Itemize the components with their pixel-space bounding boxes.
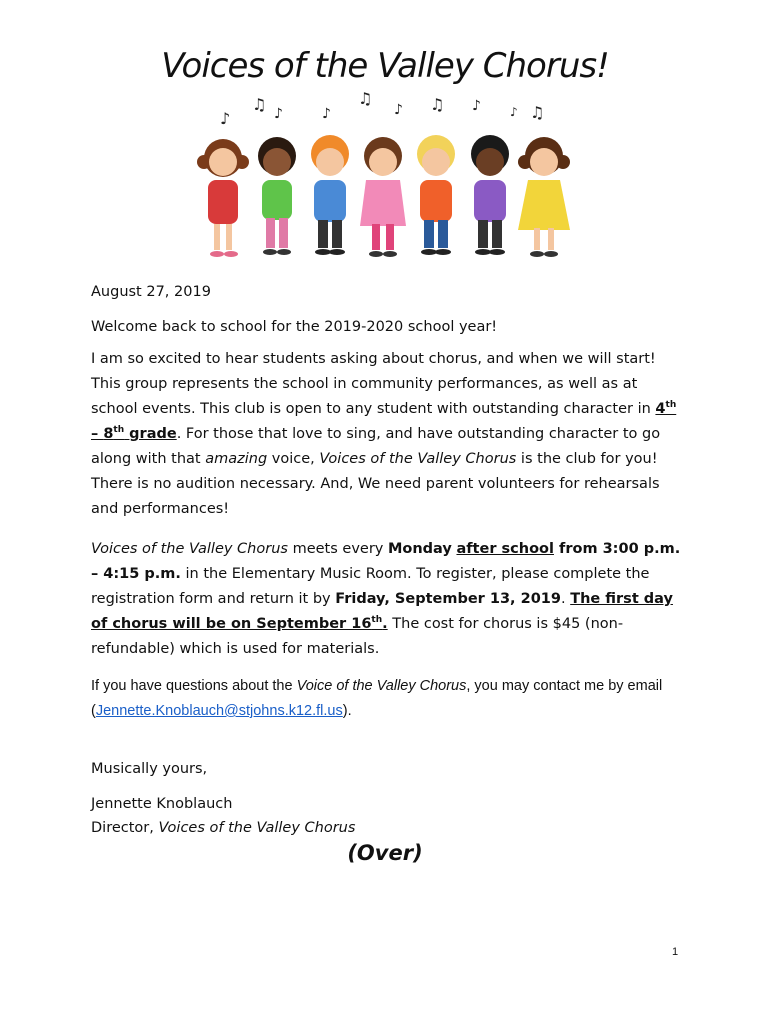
cost-text: The cost for chorus is $45 (non-refundable) which is used for materials. [91,616,624,657]
meeting-day: Monday [387,541,452,557]
director-title: Director, Voices of the Valley Chorus [91,820,356,836]
svg-text:♪: ♪ [274,106,283,122]
closing-line: Musically yours, [91,761,208,777]
music-notes-icon [220,89,544,128]
svg-text:♫: ♫ [252,95,267,114]
svg-text:♪: ♪ [322,106,331,122]
intro-text: is the club for you! There is no audition necessary. And, We need parent volunteers for rehearsals and performances! [91,451,660,517]
meeting-paragraph: Voices of the Valley Chorus meets every Monday after school from 3:00 p.m. – 4:15 p.m. in the Elementary Music Room. To register, please complete the registration form and return it by Friday, September 13, 2019. The first day of chorus will be on September 16th. The cost for chorus is $45 (non-refundable) which is used for materials. [91,541,681,657]
child-4 [360,137,406,257]
emphasis-text: amazing [205,451,268,467]
svg-text:♫: ♫ [358,89,373,108]
svg-text:♪: ♪ [510,105,518,119]
svg-text:♪: ♪ [472,98,481,114]
first-day-notice: The first day of chorus will be on September 16th. [91,591,673,632]
email-link[interactable]: Jennette.Knoblauch@stjohns.k12.fl.us [95,703,343,719]
child-5 [417,135,455,255]
over-notice: (Over) [347,841,423,865]
child-2 [258,137,296,255]
club-name: Voices of the Valley Chorus [319,451,517,467]
singing-children-illustration [190,84,590,268]
letter-date: August 27, 2019 [91,284,211,300]
svg-text:♫: ♫ [430,95,445,114]
signature-block [91,792,681,840]
svg-text:♪: ♪ [394,102,403,118]
child-3 [311,135,349,255]
child-7 [518,137,570,257]
page-number: 1 [672,946,679,958]
flyer-title: Voices of the Valley Chorus! [161,46,609,86]
svg-text:♪: ♪ [220,109,231,128]
child-6 [471,135,509,255]
meeting-time: from 3:00 p.m. – 4:15 p.m. [91,541,681,582]
director-name: Jennette Knoblauch [91,796,233,812]
club-name: Voice of the Valley Chorus [296,678,467,694]
child-1 [197,139,249,257]
intro-text: . For those that love to sing, and have outstanding character to go along with that [91,426,661,467]
intro-text: I am so excited to hear students asking about chorus, and when we will start! This group represents the school in community performances, as well as at school events. This club is open to any student with outstanding character in [91,351,656,417]
grade-range: 4th – 8th grade [91,400,677,442]
contact-paragraph: If you have questions about the Voice of the Valley Chorus, you may contact me by email (Jennette.Knoblauch@stjohns.k12.fl.us). [91,678,663,719]
welcome-paragraph: Welcome back to school for the 2019-2020 school year! [91,319,498,335]
registration-deadline: Friday, September 13, 2019 [335,591,561,607]
svg-text:♫: ♫ [530,103,545,122]
meeting-after-school: after school [456,541,554,557]
club-name: Voices of the Valley Chorus [91,541,288,557]
intro-paragraph: I am so excited to hear students asking about chorus, and when we will start! This group represents the school in community performances, as well as at school events. This club is open to any student with outstanding character in 4th – 8th grade. For those that love to sing, and have outstanding character to go along with that amazing voice, Voices of the Valley Chorus is the club for you! There is no audition necessary. And, We need parent volunteers for rehearsals and performances! [91,351,677,517]
